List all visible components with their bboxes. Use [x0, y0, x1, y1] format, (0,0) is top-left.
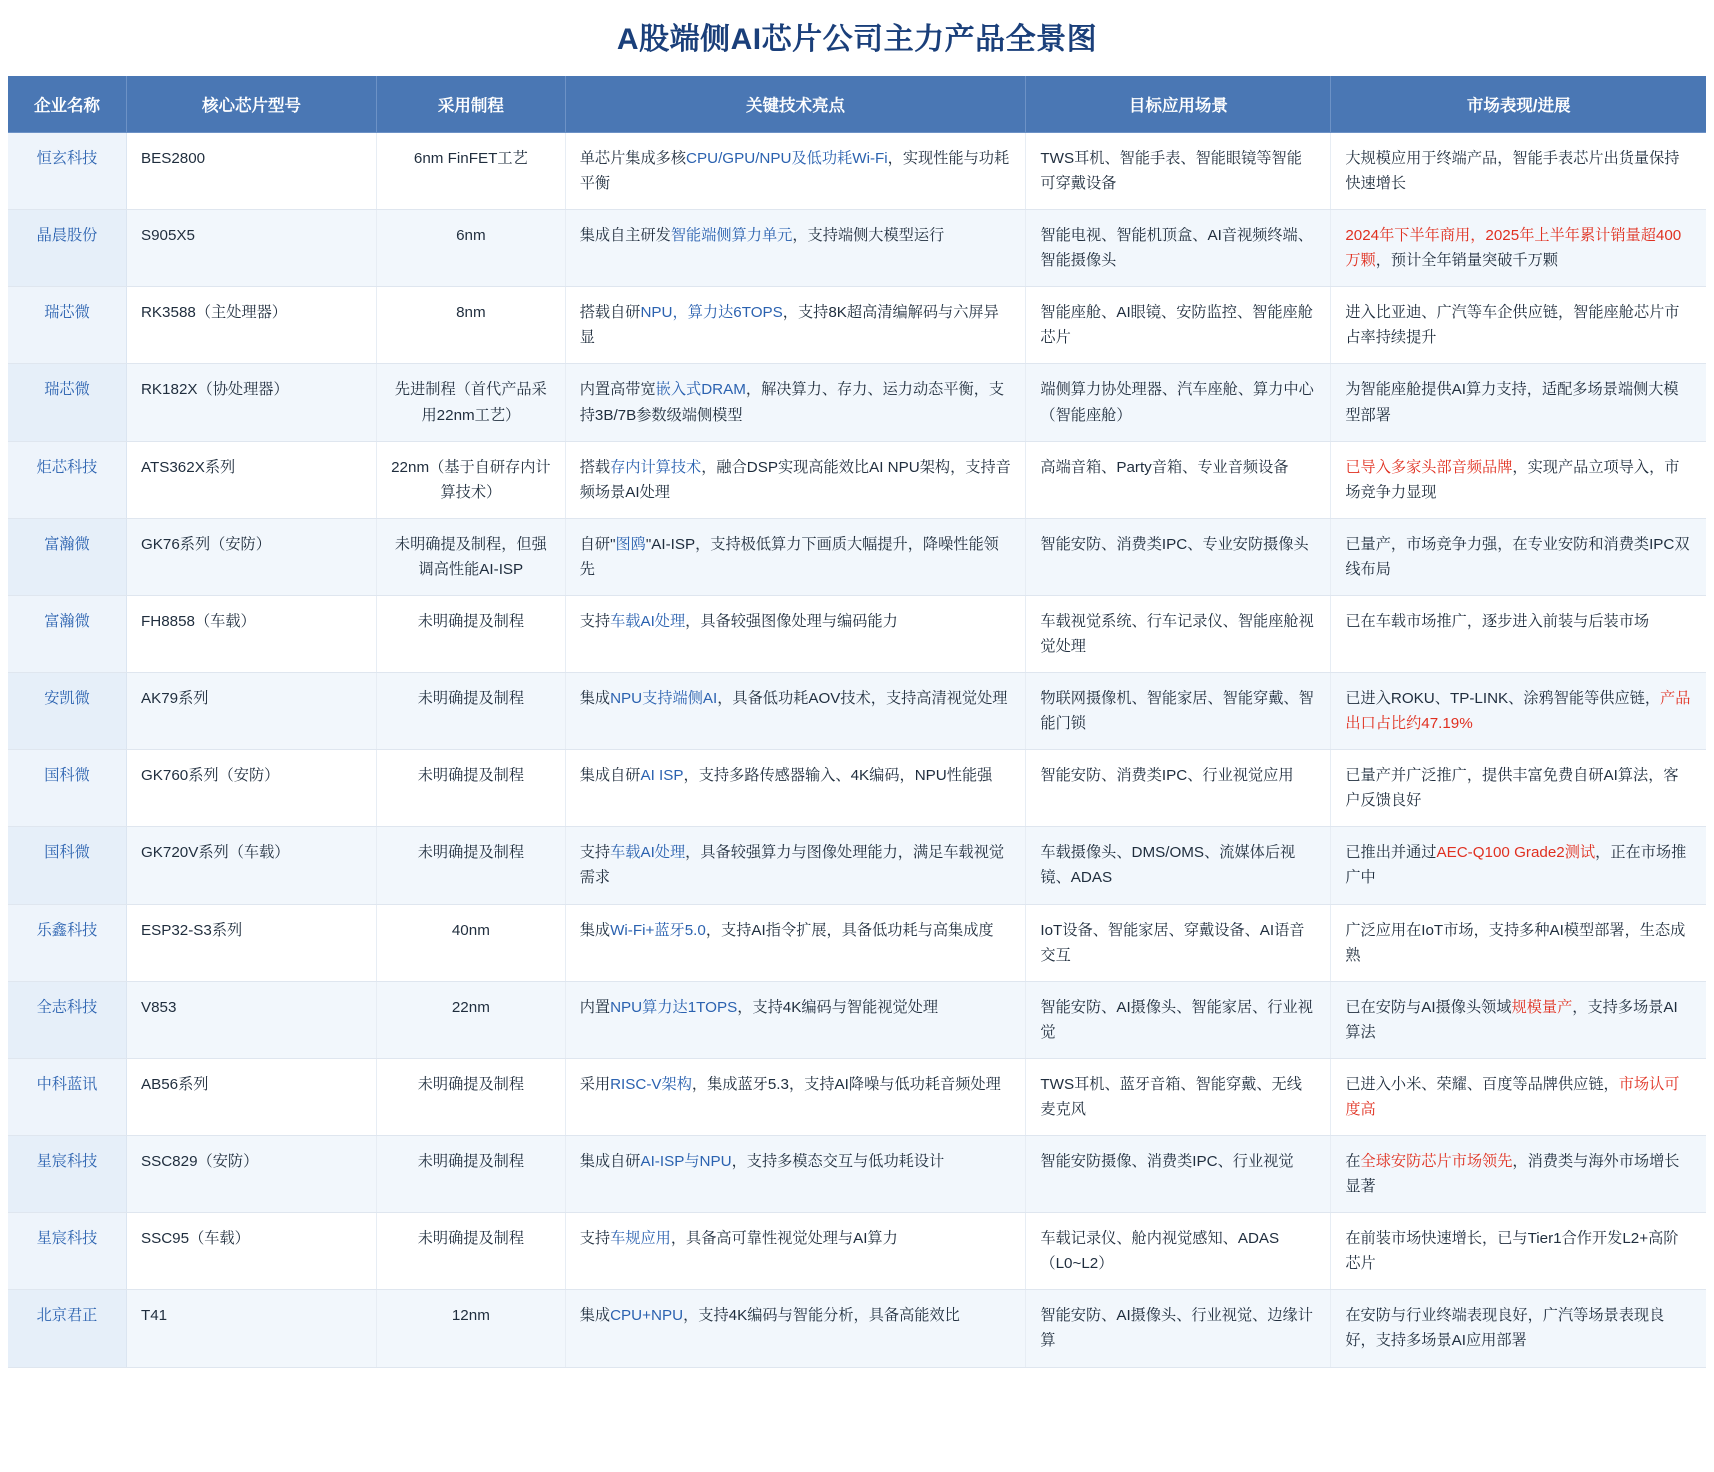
cell-process: 12nm: [377, 1290, 566, 1367]
cell-market-progress: [1331, 904, 1706, 981]
cell-chip-model: AK79系列: [126, 673, 376, 750]
cell-tech-highlights: [565, 904, 1026, 981]
cell-tech-highlights-segment: NPU支持端侧AI: [610, 690, 718, 708]
cell-tech-highlights-segment: 嵌入式DRAM: [655, 381, 746, 399]
cell-tech-highlights-segment: 内置: [579, 998, 611, 1016]
cell-process: 未明确提及制程: [377, 1136, 566, 1213]
table-row: [8, 1058, 1706, 1135]
cell-market-progress-segment: 在安防与行业终端表现良好，广汽等场景表现良好，支持多场景AI应用部署: [1345, 1307, 1665, 1350]
table-row: [8, 210, 1706, 287]
cell-company: 晶晨股份: [8, 210, 126, 287]
cell-market-progress-segment: 2024年下半年商用，2025年上半年累计销量超400万颗: [1345, 227, 1682, 270]
cell-application-scenarios: [1026, 1058, 1331, 1135]
cell-tech-highlights-segment: 集成: [579, 690, 611, 708]
cell-market-progress-segment: 大规模应用于终端产品，智能手表芯片出货量保持快速增长: [1345, 150, 1680, 193]
cell-market-progress: [1331, 673, 1706, 750]
cell-application-scenarios: [1026, 827, 1331, 904]
table-row: [8, 364, 1706, 441]
cell-application-scenarios: [1026, 981, 1331, 1058]
cell-tech-highlights-segment: AI ISP: [640, 767, 684, 785]
cell-market-progress: [1331, 1058, 1706, 1135]
cell-tech-highlights-segment: 存内计算技术: [610, 458, 702, 476]
cell-process: 未明确提及制程: [377, 1058, 566, 1135]
cell-tech-highlights-segment: ，集成蓝牙5.3，支持AI降噪与低功耗音频处理: [691, 1075, 1001, 1093]
cell-process: 6nm FinFET工艺: [377, 133, 566, 210]
cell-tech-highlights-segment: ，具备低功耗AOV技术，支持高清视觉处理: [717, 690, 1008, 708]
cell-tech-highlights-segment: ，实现性能与功耗平衡: [579, 150, 1010, 193]
table-row: [8, 287, 1706, 364]
cell-market-progress: [1331, 210, 1706, 287]
cell-company: 国科微: [8, 827, 126, 904]
cell-application-scenarios-segment: 智能安防、AI摄像头、行业视觉、边缘计算: [1040, 1307, 1313, 1350]
cell-tech-highlights: [565, 287, 1026, 364]
cell-market-progress: [1331, 827, 1706, 904]
chip-comparison-table: [8, 76, 1706, 1368]
cell-application-scenarios: [1026, 1136, 1331, 1213]
cell-chip-model: BES2800: [126, 133, 376, 210]
column-header-chip-model: 核心芯片型号: [126, 76, 376, 133]
cell-tech-highlights: [565, 1136, 1026, 1213]
cell-market-progress-segment: 已量产并广泛推广，提供丰富免费自研AI算法，客户反馈良好: [1345, 767, 1679, 810]
column-header-market-progress: 市场表现/进展: [1331, 76, 1706, 133]
cell-market-progress-segment: 已导入多家头部音频品牌: [1345, 458, 1513, 476]
cell-tech-highlights: [565, 133, 1026, 210]
cell-tech-highlights-segment: 车规应用: [610, 1230, 671, 1248]
cell-company: 星宸科技: [8, 1136, 126, 1213]
cell-market-progress: [1331, 750, 1706, 827]
cell-chip-model: ESP32-S3系列: [126, 904, 376, 981]
table-row: [8, 673, 1706, 750]
cell-tech-highlights-segment: 支持: [579, 612, 611, 630]
cell-chip-model: FH8858（车载）: [126, 595, 376, 672]
cell-tech-highlights-segment: ，支持AI指令扩展，具备低功耗与高集成度: [705, 921, 994, 939]
cell-application-scenarios-segment: 智能安防、消费类IPC、专业安防摄像头: [1040, 535, 1309, 553]
cell-market-progress-segment: 已在安防与AI摄像头领域: [1345, 998, 1512, 1016]
cell-chip-model: SSC95（车载）: [126, 1213, 376, 1290]
cell-market-progress: [1331, 441, 1706, 518]
cell-application-scenarios: [1026, 364, 1331, 441]
cell-company: 全志科技: [8, 981, 126, 1058]
cell-application-scenarios: [1026, 1213, 1331, 1290]
cell-tech-highlights-segment: 内置高带宽: [579, 381, 656, 399]
cell-tech-highlights-segment: ，支持端侧大模型运行: [792, 227, 945, 245]
table-row: [8, 595, 1706, 672]
cell-company: 富瀚微: [8, 595, 126, 672]
cell-market-progress-segment: 为智能座舱提供AI算力支持，适配多场景端侧大模型部署: [1345, 381, 1679, 424]
column-header-application-scenarios: 目标应用场景: [1026, 76, 1331, 133]
cell-tech-highlights-segment: Wi-Fi+蓝牙5.0: [610, 921, 706, 939]
cell-tech-highlights: [565, 750, 1026, 827]
cell-tech-highlights-segment: 集成自研: [579, 767, 641, 785]
cell-tech-highlights-segment: NPU，算力达6TOPS: [640, 304, 783, 322]
cell-process: 未明确提及制程: [377, 595, 566, 672]
cell-market-progress-segment: 市场认可度高: [1345, 1075, 1680, 1118]
cell-application-scenarios: [1026, 133, 1331, 210]
cell-tech-highlights-segment: ，支持多模态交互与低功耗设计: [731, 1153, 945, 1171]
cell-market-progress-segment: 已量产，市场竞争力强，在专业安防和消费类IPC双线布局: [1345, 535, 1690, 578]
cell-chip-model: GK720V系列（车载）: [126, 827, 376, 904]
cell-application-scenarios-segment: 智能安防摄像、消费类IPC、行业视觉: [1040, 1153, 1294, 1171]
cell-tech-highlights-segment: ，支持4K编码与智能分析，具备高能效比: [683, 1307, 960, 1325]
cell-market-progress-segment: 已推出并通过: [1345, 844, 1437, 862]
cell-tech-highlights-segment: 集成自研: [579, 1153, 641, 1171]
cell-chip-model: V853: [126, 981, 376, 1058]
cell-tech-highlights-segment: 采用: [579, 1075, 611, 1093]
cell-market-progress: [1331, 595, 1706, 672]
cell-application-scenarios-segment: 智能电视、智能机顶盒、AI音视频终端、智能摄像头: [1040, 227, 1313, 270]
cell-market-progress: [1331, 1136, 1706, 1213]
cell-market-progress-segment: ，消费类与海外市场增长显著: [1345, 1153, 1680, 1196]
cell-chip-model: S905X5: [126, 210, 376, 287]
cell-market-progress-segment: ，支持多场景AI算法: [1345, 998, 1678, 1041]
cell-tech-highlights-segment: ，融合DSP实现高能效比AI NPU架构，支持音频场景AI处理: [579, 458, 1011, 501]
cell-company: 国科微: [8, 750, 126, 827]
cell-application-scenarios-segment: TWS耳机、智能手表、智能眼镜等智能可穿戴设备: [1040, 150, 1302, 193]
cell-tech-highlights: [565, 1213, 1026, 1290]
cell-application-scenarios-segment: 智能安防、AI摄像头、智能家居、行业视觉: [1040, 998, 1313, 1041]
cell-tech-highlights-segment: "AI-ISP，支持极低算力下画质大幅提升，降噪性能领先: [579, 535, 999, 578]
cell-market-progress-segment: 已进入小米、荣耀、百度等品牌供应链，: [1345, 1075, 1619, 1093]
cell-company: 乐鑫科技: [8, 904, 126, 981]
table-row: [8, 1213, 1706, 1290]
cell-process: 22nm: [377, 981, 566, 1058]
cell-tech-highlights-segment: CPU/GPU/NPU及低功耗Wi-Fi: [686, 150, 888, 167]
cell-chip-model: GK76系列（安防）: [126, 518, 376, 595]
column-header-company: 企业名称: [8, 76, 126, 133]
cell-process: 未明确提及制程: [377, 1213, 566, 1290]
cell-tech-highlights: [565, 441, 1026, 518]
cell-tech-highlights-segment: 图鸥: [615, 535, 646, 553]
table-row: [8, 981, 1706, 1058]
table-row: [8, 750, 1706, 827]
cell-company: 恒玄科技: [8, 133, 126, 210]
cell-process: 22nm（基于自研存内计算技术）: [377, 441, 566, 518]
cell-company: 北京君正: [8, 1290, 126, 1367]
cell-market-progress: [1331, 1290, 1706, 1367]
cell-company: 瑞芯微: [8, 364, 126, 441]
cell-market-progress: [1331, 133, 1706, 210]
cell-company: 中科蓝讯: [8, 1058, 126, 1135]
cell-application-scenarios: [1026, 210, 1331, 287]
cell-market-progress-segment: 在: [1345, 1153, 1361, 1171]
cell-market-progress-segment: 进入比亚迪、广汽等车企供应链，智能座舱芯片市占率持续提升: [1345, 304, 1680, 347]
cell-chip-model: AB56系列: [126, 1058, 376, 1135]
cell-application-scenarios: [1026, 441, 1331, 518]
cell-tech-highlights-segment: 集成: [579, 921, 611, 939]
cell-tech-highlights-segment: 车载AI处理: [610, 844, 686, 862]
cell-application-scenarios-segment: 车载摄像头、DMS/OMS、流媒体后视镜、ADAS: [1040, 844, 1296, 887]
cell-chip-model: GK760系列（安防）: [126, 750, 376, 827]
cell-application-scenarios: [1026, 287, 1331, 364]
cell-application-scenarios: [1026, 673, 1331, 750]
cell-market-progress: [1331, 518, 1706, 595]
cell-application-scenarios-segment: 车载视觉系统、行车记录仪、智能座舱视觉处理: [1040, 612, 1314, 656]
cell-tech-highlights: [565, 673, 1026, 750]
cell-tech-highlights-segment: 单芯片集成多核: [579, 150, 686, 167]
cell-market-progress-segment: 已在车载市场推广，逐步进入前装与后装市场: [1345, 612, 1650, 630]
cell-tech-highlights-segment: AI-ISP与NPU: [640, 1153, 732, 1171]
cell-tech-highlights-segment: 支持: [579, 1230, 611, 1248]
cell-tech-highlights: [565, 518, 1026, 595]
cell-tech-highlights-segment: 支持: [579, 844, 611, 862]
table-header-row: [8, 76, 1706, 133]
cell-market-progress-segment: ，实现产品立项导入，市场竞争力显现: [1345, 458, 1680, 501]
cell-tech-highlights-segment: NPU算力达1TOPS: [610, 998, 738, 1016]
cell-tech-highlights: [565, 981, 1026, 1058]
cell-tech-highlights-segment: 搭载: [579, 458, 611, 476]
cell-tech-highlights: [565, 1058, 1026, 1135]
cell-market-progress: [1331, 981, 1706, 1058]
cell-market-progress: [1331, 1213, 1706, 1290]
cell-company: 炬芯科技: [8, 441, 126, 518]
table-row: [8, 518, 1706, 595]
cell-process: 未明确提及制程，但强调高性能AI-ISP: [377, 518, 566, 595]
cell-tech-highlights-segment: ，具备较强图像处理与编码能力: [685, 612, 898, 630]
cell-chip-model: RK182X（协处理器）: [126, 364, 376, 441]
cell-tech-highlights: [565, 827, 1026, 904]
cell-process: 未明确提及制程: [377, 827, 566, 904]
cell-market-progress: [1331, 287, 1706, 364]
table-header: [8, 76, 1706, 133]
table-row: [8, 904, 1706, 981]
page-title: A股端侧AI芯片公司主力产品全景图: [616, 23, 1098, 56]
cell-process: 6nm: [377, 210, 566, 287]
cell-application-scenarios-segment: 端侧算力协处理器、汽车座舱、算力中心（智能座舱）: [1040, 381, 1314, 424]
cell-tech-highlights-segment: RISC-V架构: [610, 1075, 692, 1093]
cell-tech-highlights-segment: ，支持多路传感器输入、4K编码，NPU性能强: [683, 767, 993, 785]
cell-tech-highlights-segment: ，具备高可靠性视觉处理与AI算力: [670, 1230, 898, 1248]
cell-process: 未明确提及制程: [377, 750, 566, 827]
cell-market-progress-segment: ，正在市场推广中: [1345, 844, 1687, 887]
cell-process: 未明确提及制程: [377, 673, 566, 750]
cell-tech-highlights-segment: 车载AI处理: [610, 612, 686, 630]
cell-tech-highlights-segment: 集成自主研发: [579, 227, 671, 245]
cell-application-scenarios: [1026, 518, 1331, 595]
cell-company: 富瀚微: [8, 518, 126, 595]
cell-application-scenarios-segment: 智能座舱、AI眼镜、安防监控、智能座舱芯片: [1040, 304, 1313, 347]
cell-process: 先进制程（首代产品采用22nm工艺）: [377, 364, 566, 441]
cell-tech-highlights: [565, 364, 1026, 441]
cell-market-progress-segment: ，预计全年销量突破千万颗: [1375, 252, 1558, 270]
cell-chip-model: RK3588（主处理器）: [126, 287, 376, 364]
cell-process: 8nm: [377, 287, 566, 364]
cell-chip-model: SSC829（安防）: [126, 1136, 376, 1213]
table-row: [8, 1136, 1706, 1213]
cell-tech-highlights-segment: 搭载自研: [579, 304, 641, 322]
table-row: [8, 827, 1706, 904]
table-row: [8, 133, 1706, 210]
column-header-tech-highlights: 关键技术亮点: [565, 76, 1026, 133]
cell-company: 瑞芯微: [8, 287, 126, 364]
cell-market-progress-segment: 已进入ROKU、TP-LINK、涂鸦智能等供应链，: [1345, 690, 1661, 708]
cell-application-scenarios: [1026, 750, 1331, 827]
cell-tech-highlights-segment: ，解决算力、存力、运力动态平衡，支持3B/7B参数级端侧模型: [579, 381, 1005, 424]
cell-tech-highlights-segment: 集成: [579, 1307, 611, 1325]
cell-market-progress-segment: 广泛应用在IoT市场，支持多种AI模型部署，生态成熟: [1345, 921, 1686, 964]
column-header-process: 采用制程: [377, 76, 566, 133]
cell-tech-highlights: [565, 210, 1026, 287]
table-body: [8, 133, 1706, 1368]
cell-tech-highlights-segment: 智能端侧算力单元: [670, 227, 793, 245]
cell-application-scenarios-segment: 物联网摄像机、智能家居、智能穿戴、智能门锁: [1040, 690, 1314, 733]
cell-application-scenarios-segment: IoT设备、智能家居、穿戴设备、AI语音交互: [1040, 921, 1305, 964]
cell-tech-highlights: [565, 1290, 1026, 1367]
cell-application-scenarios: [1026, 595, 1331, 672]
cell-application-scenarios-segment: 高端音箱、Party音箱、专业音频设备: [1040, 458, 1289, 476]
cell-process: 40nm: [377, 904, 566, 981]
cell-application-scenarios: [1026, 904, 1331, 981]
cell-market-progress-segment: 规模量产: [1511, 998, 1573, 1016]
table-row: [8, 441, 1706, 518]
cell-application-scenarios-segment: 智能安防、消费类IPC、行业视觉应用: [1040, 767, 1294, 785]
cell-market-progress-segment: AEC-Q100 Grade2测试: [1436, 844, 1596, 862]
cell-tech-highlights-segment: ，支持4K编码与智能视觉处理: [737, 998, 939, 1016]
cell-market-progress-segment: 产品出口占比约47.19%: [1345, 690, 1691, 733]
cell-application-scenarios: [1026, 1290, 1331, 1367]
cell-tech-highlights-segment: ，具备较强算力与图像处理能力，满足车载视觉需求: [579, 844, 1005, 887]
cell-tech-highlights-segment: 自研": [579, 535, 616, 553]
cell-application-scenarios-segment: 车载记录仪、舱内视觉感知、ADAS（L0~L2）: [1040, 1230, 1280, 1273]
cell-tech-highlights-segment: CPU+NPU: [610, 1307, 684, 1325]
cell-company: 安凯微: [8, 673, 126, 750]
cell-tech-highlights-segment: ，支持8K超高清编解码与六屏异显: [579, 304, 999, 347]
cell-chip-model: ATS362X系列: [126, 441, 376, 518]
cell-market-progress-segment: 在前装市场快速增长，已与Tier1合作开发L2+高阶芯片: [1345, 1230, 1679, 1273]
cell-chip-model: T41: [126, 1290, 376, 1367]
cell-market-progress: [1331, 364, 1706, 441]
cell-tech-highlights: [565, 595, 1026, 672]
cell-application-scenarios-segment: TWS耳机、蓝牙音箱、智能穿戴、无线麦克风: [1040, 1075, 1302, 1118]
cell-company: 星宸科技: [8, 1213, 126, 1290]
cell-market-progress-segment: 全球安防芯片市场领先: [1360, 1153, 1513, 1171]
table-row: [8, 1290, 1706, 1367]
